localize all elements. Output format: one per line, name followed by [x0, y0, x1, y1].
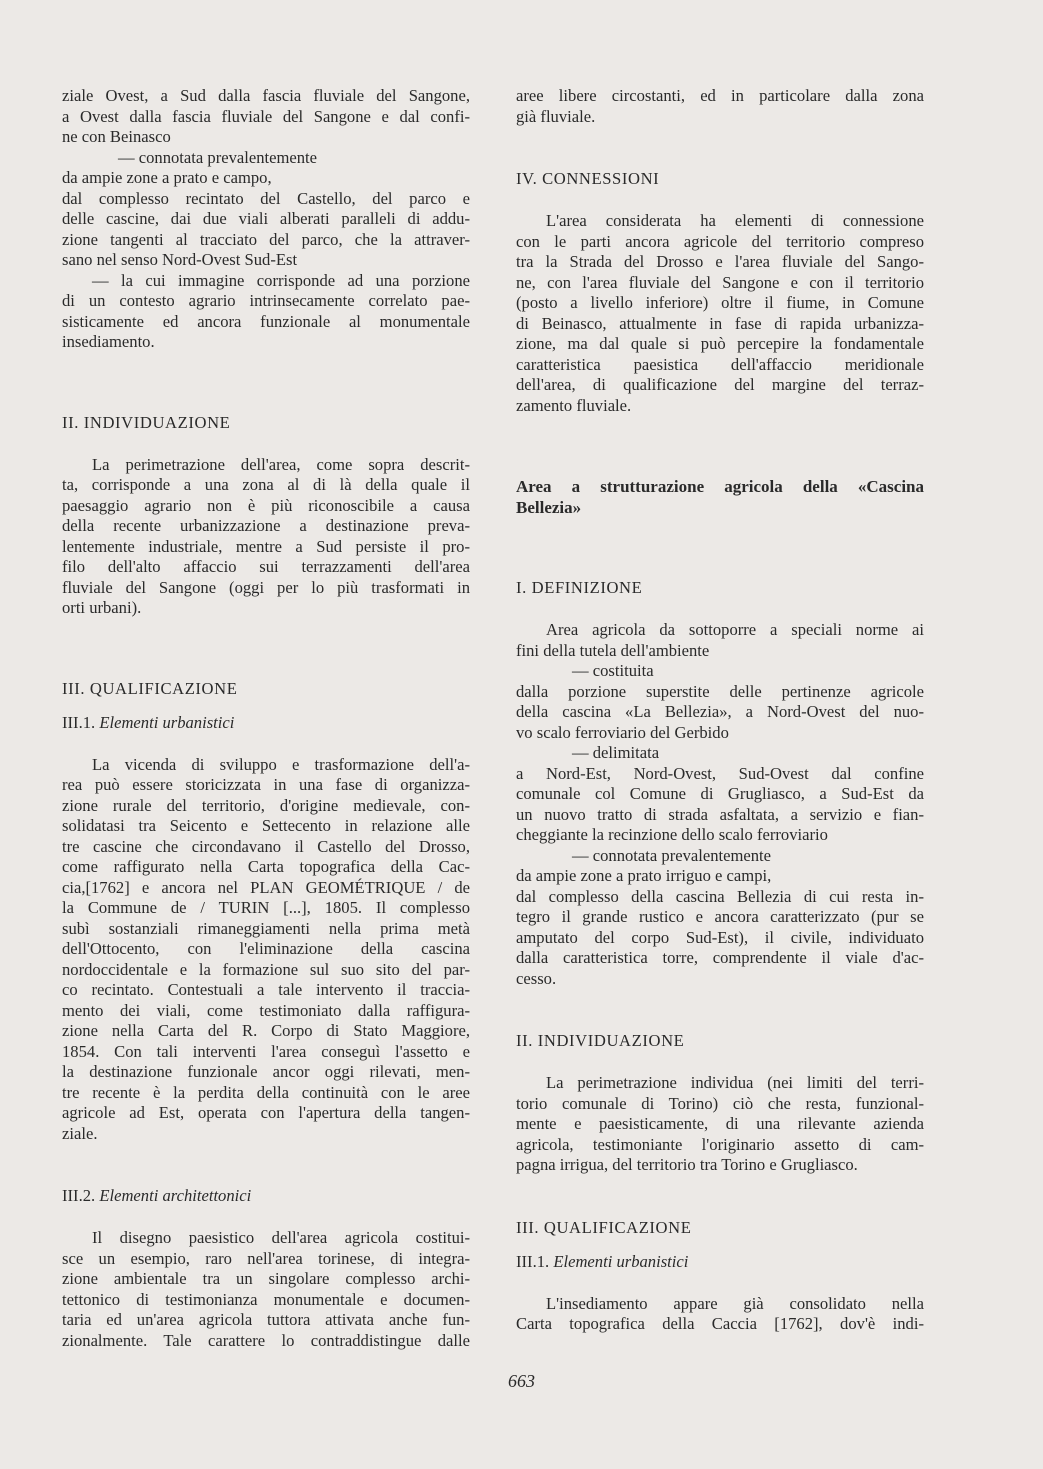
text-line: amputato del corpo Sud-Est), il civile, individuato [516, 927, 924, 947]
text-line: agricola, testimoniante l'originario assetto di cam- [516, 1134, 924, 1154]
text-line: come raffigurato nella Carta topografica della Cac- [62, 857, 470, 876]
text-line: insediamento. [62, 332, 155, 351]
text-line: sano nel senso Nord-Ovest Sud-Est [62, 250, 298, 269]
text-line: dell'area, di qualificazione del margine del terraz- [516, 375, 924, 394]
text-line: da ampie zone a prato irriguo e campi, [516, 866, 772, 885]
text-line: sisticamente ed ancora funzionale al monumentale [62, 311, 470, 331]
text-line: con le parti ancora agricole del territorio compreso [516, 231, 924, 251]
text-line: zione rurale del territorio, d'origine medievale, con- [62, 795, 470, 815]
text-line: a Ovest dalla fascia fluviale del Sangone e dal confi- [62, 106, 470, 126]
text-line: dal complesso recintato del Castello, del parco e [62, 188, 470, 208]
text-line: fluviale del Sangone (oggi per lo più trasformati in [62, 577, 470, 597]
text-line: — connotata prevalentemente [572, 845, 772, 865]
text-line: vo scalo ferroviario del Gerbido [516, 722, 729, 742]
text-line: tre recente è la perdita della continuità con le aree [62, 1082, 470, 1102]
subsection-heading [516, 1252, 924, 1272]
text-line: fini della tutela dell'ambiente [516, 640, 710, 660]
section-heading: I. DEFINIZIONE [516, 578, 643, 597]
text-line: dell'Ottocento, con l'eliminazione della cascina [62, 939, 470, 958]
area-title-line: Bellezia» [516, 498, 582, 517]
text-line: zamento fluviale. [516, 395, 632, 415]
text-line: torio comunale di Torino) ciò che resta, funzional- [516, 1093, 924, 1113]
text-line: lentemente industriale, mentre a Sud persiste il pro- [62, 536, 470, 556]
subsection-title: Elementi urbanistici [553, 1251, 689, 1271]
text-line: zione, ma dal quale si può percepire la fondamentale [516, 334, 924, 353]
section-iii2-paragraph [62, 1228, 470, 1351]
text-line: cheggiante la recinzione dello scalo ferroviario [516, 825, 828, 844]
subsection-number: III.1. [62, 712, 96, 732]
text-line: della cascina «La Bellezia», a Nord-Ovest del nuo- [516, 702, 924, 721]
text-line: ta, corrisponde a una zona al di là della quale il [62, 475, 470, 494]
section-heading: III. QUALIFICAZIONE [516, 1217, 692, 1237]
text-line: ne, con l'area fluviale del Sangone e con il territorio [516, 272, 924, 292]
text-line: — la cui immagine corrisponde ad una porzione [92, 270, 470, 290]
text-line: dalla porzione superstite delle pertinenze agricole [516, 681, 924, 701]
text-line: — delimitata [572, 743, 660, 762]
text-line: zione tangenti al tracciato del parco, che la attraver- [62, 229, 470, 249]
subsection-number: III.2. [62, 1186, 96, 1205]
subsection-heading [62, 1186, 470, 1206]
text-line: La perimetrazione individua (nei limiti del terri- [546, 1073, 924, 1092]
subsection-title: Elementi urbanistici [99, 712, 235, 732]
text-line: tre cascine che circondavano il Castello del Drosso, [62, 836, 470, 856]
text-line: caratteristica paesistica dell'affaccio meridionale [516, 354, 924, 374]
text-line: aree libere circostanti, ed in particolare dalla zona [516, 86, 924, 105]
text-line: L'insediamento appare già consolidato nella [546, 1293, 924, 1313]
text-line: di Beinasco, attualmente in fase di rapida urbanizza- [516, 313, 924, 333]
text-line: La perimetrazione dell'area, come sopra descrit- [92, 454, 470, 474]
text-line: (posto a livello inferiore) oltre il fiume, in Comune [516, 293, 924, 312]
text-line: 1854. Con tali interventi l'area conseguì l'assetto e [62, 1041, 470, 1061]
text-line: delle cascine, dai due viali alberati paralleli di addu- [62, 209, 470, 228]
left-intro-paragraph [62, 86, 470, 353]
text-line: agricole ad Est, operata con l'apertura della tangen- [62, 1103, 470, 1122]
text-line: della recente urbanizzazione a destinazione preva- [62, 516, 470, 535]
text-line: Area agricola da sottoporre a speciali norme ai [546, 620, 924, 639]
subsection-number: III.1. [516, 1251, 550, 1271]
text-line: sce un esempio, raro nell'area torinese, di integra- [62, 1248, 470, 1268]
text-line: dalla caratteristica torre, comprendente il viale d'ac- [516, 948, 924, 967]
text-line: — costituita [572, 661, 654, 680]
text-line: — connotata prevalentemente [118, 147, 318, 167]
text-line: a Nord-Est, Nord-Ovest, Sud-Ovest dal confine [516, 763, 924, 783]
area-title [516, 476, 924, 518]
section-heading: IV. CONNESSIONI [516, 169, 660, 188]
text-line: paesaggio agrario non è più riconoscibile a causa [62, 495, 470, 515]
section-iii1-paragraph [62, 755, 470, 1145]
text-line: cia,[1762] e ancora nel PLAN GEOMÉTRIQUE / de [62, 877, 470, 897]
text-line: L'area considerata ha elementi di connessione [546, 211, 924, 230]
section-iv-paragraph [516, 211, 924, 416]
left-column [62, 86, 470, 1351]
text-line: Il disegno paesistico dell'area agricola costitui- [92, 1228, 470, 1247]
text-line: ziale. [62, 1123, 98, 1143]
text-line: subì sostanziali rimaneggiamenti nella prima metà [62, 918, 470, 938]
text-line: da ampie zone a prato e campo, [62, 168, 272, 187]
text-line: rea può essere storicizzata in una fase di organizza- [62, 775, 470, 794]
section-ii-paragraph [516, 1073, 924, 1176]
text-line: dal complesso della cascina Bellezia di cui resta in- [516, 886, 924, 906]
text-line: ziale Ovest, a Sud dalla fascia fluviale del Sangone, [62, 86, 470, 105]
text-line: filo dell'alto affaccio sui terrazzamenti dell'area [62, 557, 470, 576]
text-line: mento dei viali, come testimoniato dalla raffigura- [62, 1000, 470, 1020]
text-line: solidatasi tra Seicento e Settecento in relazione alle [62, 816, 470, 835]
section-i-paragraph [516, 620, 924, 989]
right-intro-paragraph [516, 86, 924, 127]
text-line: Carta topografica della Caccia [1762], dov'è indi- [516, 1314, 924, 1333]
text-line: tegro il grande rustico e ancora caratterizzato (pur se [516, 907, 924, 926]
text-line: ne con Beinasco [62, 127, 171, 146]
text-line: già fluviale. [516, 106, 596, 126]
text-line: La vicenda di sviluppo e trasformazione dell'a- [92, 754, 470, 774]
section-ii-paragraph [62, 455, 470, 619]
text-line: co recintato. Contestuali a tale intervento il traccia- [62, 980, 470, 999]
page-number: 663 [508, 1371, 535, 1391]
text-line: di un contesto agrario intrinsecamente correlato pae- [62, 291, 470, 310]
text-line: un nuovo tratto di strada asfaltata, a servizio e fian- [516, 804, 924, 824]
text-line: nordoccidentale e la formazione sul suo sito del par- [62, 959, 470, 979]
text-line: comunale col Comune di Grugliasco, a Sud-Est da [516, 784, 924, 803]
text-line: tettonico di testimonianza monumentale e documen- [62, 1289, 470, 1309]
text-line: cesso. [516, 968, 557, 988]
text-line: zione nella Carta del R. Corpo di Stato Maggiore, [62, 1021, 470, 1040]
subsection-heading [62, 713, 470, 733]
section-heading: II. INDIVIDUAZIONE [516, 1031, 685, 1050]
section-heading: III. QUALIFICAZIONE [62, 678, 238, 698]
text-line: la Commune de / TURIN [...], 1805. Il complesso [62, 898, 470, 917]
text-line: zionalmente. Tale carattere lo contraddistingue dalle [62, 1330, 470, 1350]
text-line: tra la Strada del Drosso e l'area fluviale del Sango- [516, 252, 924, 271]
section-iii1-paragraph [516, 1294, 924, 1335]
subsection-title: Elementi architettonici [99, 1186, 252, 1205]
section-heading: II. INDIVIDUAZIONE [62, 412, 231, 432]
area-title-line: Area a strutturazione agricola della «Cascina [516, 477, 924, 496]
right-column [516, 86, 924, 1335]
text-line: pagna irrigua, del territorio tra Torino e Grugliasco. [516, 1155, 858, 1174]
text-line: zione ambientale tra un singolare complesso archi- [62, 1269, 470, 1288]
text-line: la destinazione funzionale ancor oggi rilevati, men- [62, 1062, 470, 1081]
text-line: taria ed un'area agricola tuttora attivata anche fun- [62, 1310, 470, 1329]
text-line: orti urbani). [62, 598, 142, 617]
text-line: mente e paesisticamente, di una rilevante azienda [516, 1114, 924, 1133]
